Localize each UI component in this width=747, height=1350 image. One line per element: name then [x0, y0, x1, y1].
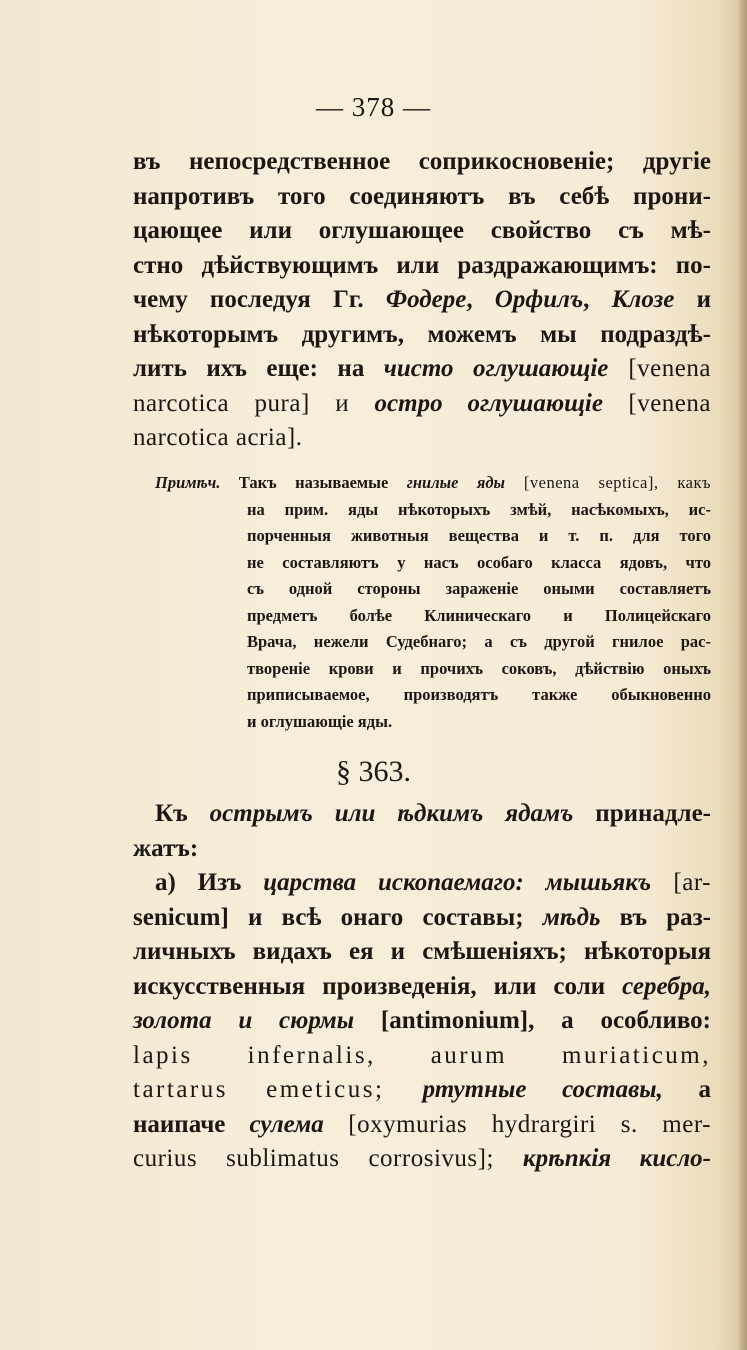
text-run: наипаче — [133, 1110, 250, 1138]
text-line: narcotica acria]. — [133, 424, 303, 451]
note-line: съ одной стороны зараженіе оными составляетъ — [247, 579, 711, 598]
note-line: Врача, нежели Судебнаго; а съ другой гнилое рас- — [247, 632, 711, 651]
text-run: искусственныя произведенія, или соли — [133, 972, 623, 1000]
latin-term: [venena — [608, 355, 711, 382]
text-run: [antimonium], а особливо: — [354, 1007, 711, 1034]
text-line — [133, 1004, 711, 1039]
italic-term: чисто оглушающіе — [383, 355, 609, 382]
latin-term: [venena septica], какъ — [504, 473, 711, 492]
text-line — [133, 283, 711, 318]
text-line: нѣкоторымъ другимъ, можемъ мы подраздѣ- — [133, 320, 711, 348]
latin-term: tartarus emeticus; — [133, 1076, 423, 1103]
note-line: и оглушающіе яды. — [247, 711, 393, 731]
text-run: а — [662, 1076, 712, 1103]
text-line — [133, 901, 711, 936]
text-line — [133, 387, 711, 422]
italic-term: серебра, — [622, 972, 711, 1000]
text-run: лить ихъ еще: на — [133, 355, 384, 382]
text-line — [133, 1142, 711, 1177]
text-run: въ раз- — [600, 903, 711, 931]
text-line — [133, 866, 711, 901]
italic-term: ртутные составы, — [422, 1076, 663, 1103]
text-line — [133, 352, 711, 387]
text-run: Къ — [155, 800, 210, 827]
text-line: цающее или оглушающее свойство съ мѣ- — [133, 217, 711, 244]
latin-term: [venena — [602, 389, 711, 417]
text-line: lapis infernalis, aurum muriaticum, — [133, 1041, 711, 1069]
italic-term: сулема — [249, 1110, 324, 1138]
paragraph-2 — [133, 797, 711, 1177]
text-line: личныхъ видахъ ея и смѣшеніяхъ; нѣкоторыя — [133, 938, 711, 965]
text-line — [133, 797, 711, 832]
section-heading: § 363. — [336, 755, 411, 788]
paragraph-1 — [133, 145, 711, 456]
italic-term: остро оглушающіе — [374, 389, 603, 417]
italic-term: царства ископаемаго: мышьякъ — [263, 869, 652, 896]
text-line — [133, 1108, 711, 1143]
text-line: напротивъ того соединяютъ въ себѣ прони- — [133, 182, 711, 210]
text-line: въ непосредственное соприкосновеніе; другіе — [133, 148, 711, 175]
latin-term: curius sublimatus corrosivus]; — [133, 1145, 523, 1172]
separator: , — [583, 286, 612, 313]
page-edge-shadow — [737, 0, 747, 1350]
text-run: чему последуя Гг. — [133, 286, 386, 313]
note-label: Примѣч. — [155, 473, 221, 492]
latin-term: [oxymurias hydrargiri s. mer- — [323, 1110, 711, 1138]
text-line: стно дѣйствующимъ или раздражающимъ: по- — [133, 251, 711, 279]
latin-term: [ar- — [651, 869, 712, 896]
note-line: твореніе крови и прочихъ соковъ, дѣйствію оныхъ — [247, 658, 711, 678]
text-run: а) Изъ — [155, 869, 264, 896]
page-number: — 378 — — [316, 92, 431, 122]
note-line: не составляютъ у насъ особаго класса ядовъ, что — [247, 552, 711, 572]
author-name: Фодере — [385, 286, 467, 313]
author-name: Орфилъ — [494, 286, 584, 313]
text-run: Такъ называемые — [220, 473, 407, 492]
italic-term: острымъ или ѣдкимъ ядамъ — [209, 800, 574, 827]
italic-term: золота и сюрмы — [133, 1007, 355, 1034]
text-run: senicum] и всѣ онаго составы; — [133, 903, 543, 931]
italic-term: гнилые яды — [406, 473, 505, 492]
note-line: на прим. яды нѣкоторыхъ змѣй, насѣкомыхъ, ис- — [247, 499, 711, 519]
separator: , — [466, 286, 495, 313]
italic-term: мѣдь — [542, 903, 601, 931]
text-line — [133, 970, 711, 1005]
note-line — [155, 470, 711, 497]
note-line: приписываемое, производятъ также обыкновенно — [247, 685, 711, 704]
text-line — [133, 1073, 711, 1108]
author-name: Клозе — [611, 286, 675, 313]
note-line: предметъ болѣе Клиническаго и Полицейскаго — [247, 605, 711, 625]
text-run: и — [674, 286, 711, 313]
note-line: порченныя животныя вещества и т. п. для того — [247, 526, 711, 545]
footnote — [155, 470, 711, 735]
text-run: принадле- — [573, 800, 711, 827]
italic-term: крѣпкія кисло- — [522, 1145, 711, 1172]
text-line: жатъ: — [133, 834, 199, 862]
latin-term: narcotica pura] и — [133, 389, 375, 417]
